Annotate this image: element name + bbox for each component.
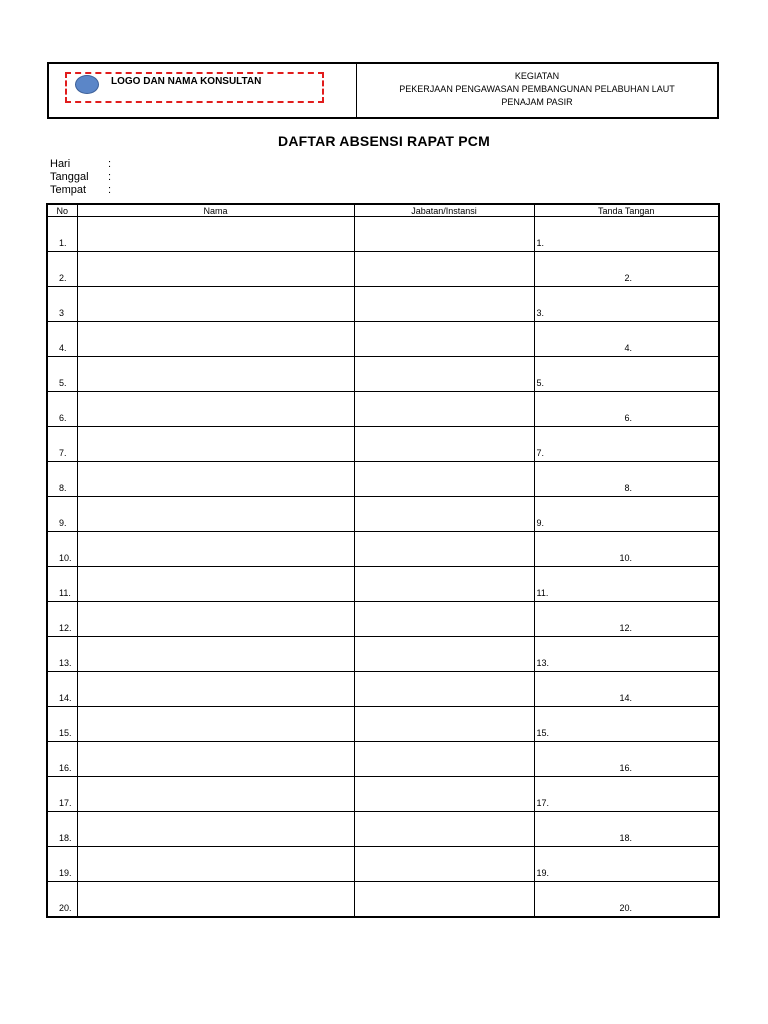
table-row — [47, 847, 719, 882]
name-cell[interactable] — [77, 882, 354, 918]
table-row — [47, 427, 719, 462]
signature-cell[interactable]: 2. — [534, 252, 719, 287]
row-number: 7. — [47, 427, 77, 462]
row-number: 9. — [47, 497, 77, 532]
row-number: 20. — [47, 882, 77, 918]
project-name-line2: PENAJAM PASIR — [501, 97, 573, 107]
project-name-line1: PEKERJAAN PENGAWASAN PEMBANGUNAN PELABUHAN LAUT — [399, 84, 675, 94]
signature-cell[interactable]: 14. — [534, 672, 719, 707]
row-number: 19. — [47, 847, 77, 882]
name-cell[interactable] — [77, 637, 354, 672]
name-cell[interactable] — [77, 742, 354, 777]
position-cell[interactable] — [354, 532, 534, 567]
meta-label: Tanggal — [50, 171, 89, 183]
attendance-table — [46, 203, 720, 918]
position-cell[interactable] — [354, 742, 534, 777]
table-row — [47, 637, 719, 672]
row-number: 2. — [47, 252, 77, 287]
name-cell[interactable] — [77, 252, 354, 287]
table-row — [47, 742, 719, 777]
signature-cell[interactable]: 3. — [534, 287, 719, 322]
signature-cell[interactable]: 6. — [534, 392, 719, 427]
signature-cell[interactable]: 5. — [534, 357, 719, 392]
meta-row-tanggal — [50, 171, 118, 184]
name-cell[interactable] — [77, 847, 354, 882]
meta-colon: : — [108, 171, 112, 183]
position-cell[interactable] — [354, 567, 534, 602]
meta-row-tempat — [50, 184, 118, 197]
name-cell[interactable] — [77, 672, 354, 707]
table-row — [47, 567, 719, 602]
position-cell[interactable] — [354, 847, 534, 882]
table-body — [47, 217, 719, 918]
row-number: 1. — [47, 217, 77, 252]
row-number: 4. — [47, 322, 77, 357]
row-number: 16. — [47, 742, 77, 777]
name-cell[interactable] — [77, 357, 354, 392]
table-row — [47, 812, 719, 847]
position-cell[interactable] — [354, 497, 534, 532]
signature-cell[interactable]: 13. — [534, 637, 719, 672]
position-cell[interactable] — [354, 602, 534, 637]
signature-cell[interactable]: 16. — [534, 742, 719, 777]
position-cell[interactable] — [354, 252, 534, 287]
position-cell[interactable] — [354, 357, 534, 392]
row-number: 13. — [47, 637, 77, 672]
name-cell[interactable] — [77, 217, 354, 252]
table-row — [47, 777, 719, 812]
name-cell[interactable] — [77, 812, 354, 847]
position-cell[interactable] — [354, 462, 534, 497]
row-number: 12. — [47, 602, 77, 637]
header-nama: Nama — [77, 204, 354, 217]
row-number: 15. — [47, 707, 77, 742]
position-cell[interactable] — [354, 812, 534, 847]
table-row — [47, 672, 719, 707]
name-cell[interactable] — [77, 567, 354, 602]
position-cell[interactable] — [354, 637, 534, 672]
signature-cell[interactable]: 19. — [534, 847, 719, 882]
header-no: No — [47, 204, 77, 217]
position-cell[interactable] — [354, 672, 534, 707]
name-cell[interactable] — [77, 497, 354, 532]
signature-cell[interactable]: 1. — [534, 217, 719, 252]
table-row — [47, 462, 719, 497]
row-number: 11. — [47, 567, 77, 602]
name-cell[interactable] — [77, 287, 354, 322]
table-row — [47, 322, 719, 357]
row-number: 18. — [47, 812, 77, 847]
table-row — [47, 217, 719, 252]
row-number: 3 — [47, 287, 77, 322]
meta-label: Tempat — [50, 184, 87, 196]
table-row — [47, 532, 719, 567]
signature-cell[interactable]: 17. — [534, 777, 719, 812]
header-jabatan: Jabatan/Instansi — [354, 204, 534, 217]
logo-oval-icon — [75, 75, 99, 94]
meeting-meta — [50, 158, 118, 197]
name-cell[interactable] — [77, 392, 354, 427]
name-cell[interactable] — [77, 322, 354, 357]
table-row — [47, 497, 719, 532]
name-cell[interactable] — [77, 707, 354, 742]
table-row — [47, 357, 719, 392]
signature-cell[interactable]: 9. — [534, 497, 719, 532]
table-row — [47, 287, 719, 322]
meta-colon: : — [108, 158, 112, 170]
meta-colon: : — [108, 184, 112, 196]
row-number: 10. — [47, 532, 77, 567]
position-cell[interactable] — [354, 882, 534, 918]
signature-cell[interactable]: 4. — [534, 322, 719, 357]
name-cell[interactable] — [77, 777, 354, 812]
table-row — [47, 252, 719, 287]
meta-row-hari — [50, 158, 118, 171]
signature-cell[interactable]: 10. — [534, 532, 719, 567]
project-info — [357, 64, 717, 117]
meta-label: Hari — [50, 158, 71, 170]
row-number: 6. — [47, 392, 77, 427]
page-title: DAFTAR ABSENSI RAPAT PCM — [278, 133, 490, 149]
kegiatan-label: KEGIATAN — [514, 71, 560, 81]
signature-cell[interactable]: 20. — [534, 882, 719, 918]
row-number: 8. — [47, 462, 77, 497]
header-tanda-tangan: Tanda Tangan — [534, 204, 719, 217]
logo-area — [49, 64, 357, 117]
position-cell[interactable] — [354, 777, 534, 812]
signature-cell[interactable]: 11. — [534, 567, 719, 602]
row-number: 5. — [47, 357, 77, 392]
table-row — [47, 707, 719, 742]
signature-cell[interactable]: 7. — [534, 427, 719, 462]
name-cell[interactable] — [77, 532, 354, 567]
table-row — [47, 882, 719, 918]
position-cell[interactable] — [354, 707, 534, 742]
name-cell[interactable] — [77, 462, 354, 497]
name-cell[interactable] — [77, 427, 354, 462]
position-cell[interactable] — [354, 427, 534, 462]
table-header-row — [47, 204, 719, 217]
signature-cell[interactable]: 8. — [534, 462, 719, 497]
signature-cell[interactable]: 15. — [534, 707, 719, 742]
row-number: 14. — [47, 672, 77, 707]
table-row — [47, 392, 719, 427]
position-cell[interactable] — [354, 287, 534, 322]
document-header — [47, 62, 719, 119]
name-cell[interactable] — [77, 602, 354, 637]
signature-cell[interactable]: 12. — [534, 602, 719, 637]
row-number: 17. — [47, 777, 77, 812]
position-cell[interactable] — [354, 392, 534, 427]
position-cell[interactable] — [354, 322, 534, 357]
table-row — [47, 602, 719, 637]
logo-text: LOGO DAN NAMA KONSULTAN — [111, 76, 262, 87]
signature-cell[interactable]: 18. — [534, 812, 719, 847]
position-cell[interactable] — [354, 217, 534, 252]
